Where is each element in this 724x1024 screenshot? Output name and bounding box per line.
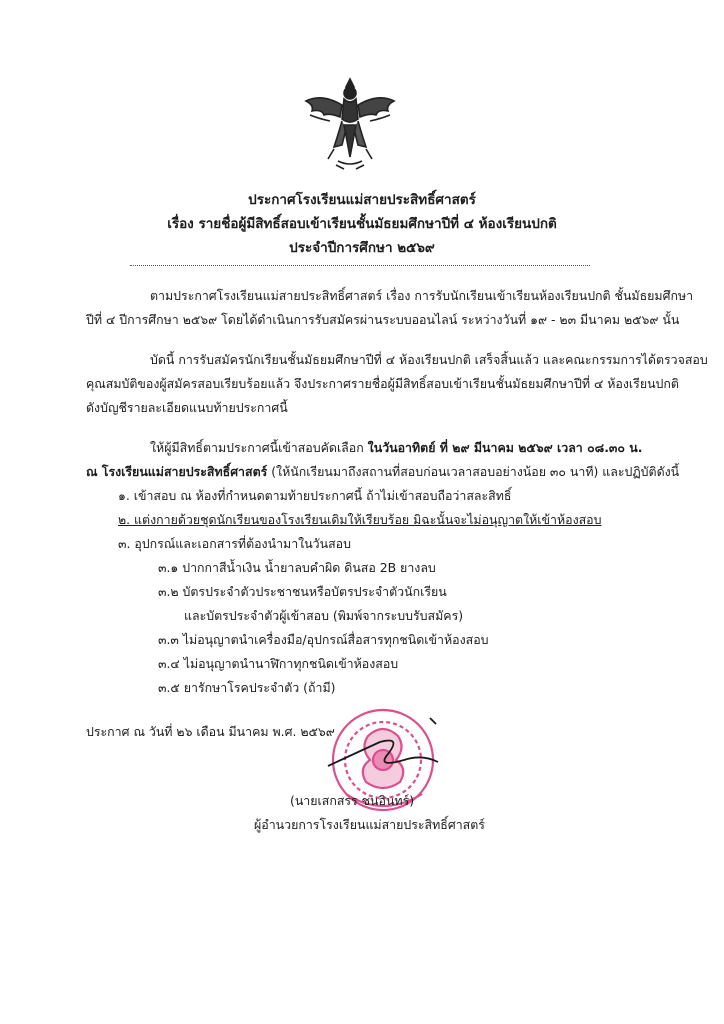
sub-item-3-2-cont: และบัตรประจำตัวผู้เข้าสอบ (พิมพ์จากระบบรับสมัคร) xyxy=(184,608,464,623)
sub-item-3-4: ๓.๔ ไม่อนุญาตนำนาฬิกาทุกชนิดเข้าห้องสอบ xyxy=(158,656,399,671)
para2-line3: ดังบัญชีรายละเอียดแนบท้ายประกาศนี้ xyxy=(86,400,288,415)
academic-year: ประจำปีการศึกษา ๒๕๖๙ xyxy=(289,240,435,256)
exam-date: ในวันอาทิตย์ ที่ ๒๙ มีนาคม ๒๕๖๙ เวลา ๐๘.๓๐ น. xyxy=(367,440,643,455)
signer-name: (นายเสกสรร ชนอินทร์) xyxy=(290,793,415,808)
para2-line1: บัดนี้ การรับสมัครนักเรียนชั้นมัธยมศึกษาปีที่ ๔ ห้องเรียนปกติ เสร็จสิ้นแล้ว และคณะกรรมการได้ตรวจสอบ xyxy=(150,352,708,367)
sub-item-3-1: ๓.๑ ปากกาสีน้ำเงิน น้ำยาลบคำผิด ดินสอ 2B ยางลบ xyxy=(158,560,436,575)
sub-item-3-2: ๓.๒ บัตรประจำตัวประชาชนหรือบัตรประจำตัวนักเรียน xyxy=(158,584,447,599)
exam-venue: ณ โรงเรียนแม่สายประสิทธิ์ศาสตร์ xyxy=(86,464,268,479)
announcement-subject: เรื่อง รายชื่อผู้มีสิทธิ์สอบเข้าเรียนชั้นมัธยมศึกษาปีที่ ๔ ห้องเรียนปกติ xyxy=(167,216,557,232)
divider xyxy=(130,265,590,266)
para1-line1: ตามประกาศโรงเรียนแม่สายประสิทธิ์ศาสตร์ เรื่อง การรับนักเรียนเข้าเรียนห้องเรียนปกติ ชั้นมัธยมศึกษา xyxy=(150,288,694,303)
exam-arrival-note: (ให้นักเรียนมาถึงสถานที่สอบก่อนเวลาสอบอย่างน้อย ๓๐ นาที) และปฏิบัติดังนี้ xyxy=(267,464,680,479)
para2-line2: คุณสมบัติของผู้สมัครสอบเรียบร้อยแล้ว จึงประกาศรายชื่อผู้มีสิทธิ์สอบเข้าเรียนชั้นมัธยมศึกษาปีที่ ๔ ห้องเรียนปกติ xyxy=(86,376,679,391)
para1-line2: ปีที่ ๔ ปีการศึกษา ๒๕๖๙ โดยได้ดำเนินการรับสมัครผ่านระบบออนไลน์ ระหว่างวันที่ ๑๙ - ๒๓ มีนาคม ๒๕๖๙ นั้น xyxy=(86,312,680,327)
signer-position: ผู้อำนวยการโรงเรียนแม่สายประสิทธิ์ศาสตร์ xyxy=(254,817,485,832)
sub-item-3-3: ๓.๓ ไม่อนุญาตนำเครื่องมือ/อุปกรณ์สื่อสารทุกชนิดเข้าห้องสอบ xyxy=(158,632,489,647)
list-item-3: ๓. อุปกรณ์และเอกสารที่ต้องนำมาในวันสอบ xyxy=(118,536,351,551)
announcement-title: ประกาศโรงเรียนแม่สายประสิทธิ์ศาสตร์ xyxy=(248,192,476,208)
list-item-2: ๒. แต่งกายด้วยชุดนักเรียนของโรงเรียนเดิมให้เรียบร้อย มิฉะนั้นจะไม่อนุญาตให้เข้าห้องสอบ xyxy=(118,512,602,527)
garuda-emblem-icon xyxy=(300,75,400,175)
list-item-1: ๑. เข้าสอบ ณ ห้องที่กำหนดตามท้ายประกาศนี้ ถ้าไม่เข้าสอบถือว่าสละสิทธิ์ xyxy=(118,488,512,503)
announce-date: ประกาศ ณ วันที่ ๒๖ เดือน มีนาคม พ.ศ. ๒๕๖๙ xyxy=(86,724,335,739)
para3-line1 xyxy=(150,440,642,456)
sub-item-3-5: ๓.๕ ยารักษาโรคประจำตัว (ถ้ามี) xyxy=(158,680,336,695)
para3-line2 xyxy=(86,464,679,480)
exam-instruction: ให้ผู้มีสิทธิ์ตามประกาศนี้เข้าสอบคัดเลือก xyxy=(150,440,368,455)
